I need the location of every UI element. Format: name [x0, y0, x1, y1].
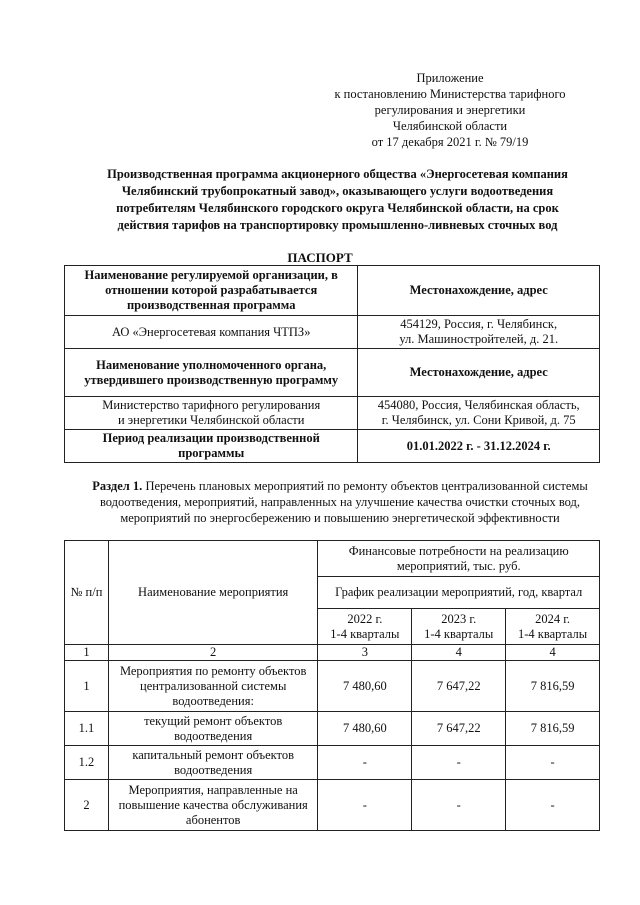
section-heading [80, 478, 600, 526]
title-line: действия тарифов на транспортировку промышленно-ливневых сточных вод [117, 218, 558, 232]
period-value: 01.01.2022 г. - 31.12.2024 г. [358, 430, 600, 463]
authority-name-line: Министерство тарифного регулирования [102, 398, 321, 412]
appendix-block [300, 70, 600, 150]
section-text: Перечень плановых мероприятий по ремонту объектов централизованной системы водоотведения, мероприятий, направленных на улучшение качества очистки сточных вод, мероприятий по энергосбережению и повышению энергетической эффективности [99, 479, 588, 525]
index-cell: 3 [318, 645, 412, 661]
location-label: Местонахождение, адрес [358, 266, 600, 316]
row-value: - [506, 746, 600, 780]
appendix-line: регулирования и энергетики [374, 103, 526, 117]
row-value: - [506, 780, 600, 831]
authority-address-line: 454080, Россия, Челябинская область, [377, 398, 580, 412]
index-cell: 1 [65, 645, 109, 661]
table-row [65, 661, 600, 712]
index-cell: 4 [412, 645, 506, 661]
authority-name [65, 397, 358, 430]
org-address-line: ул. Машиностройтелей, д. 21. [399, 332, 559, 346]
year-label: 2024 г. [535, 611, 571, 626]
authority-name-line: и энергетики Челябинской области [117, 413, 305, 427]
table-row [65, 712, 600, 746]
year-label: 2022 г. [347, 611, 383, 626]
row-value: - [318, 746, 412, 780]
passport-heading: ПАСПОРТ [287, 250, 353, 265]
location-label: Местонахождение, адрес [358, 349, 600, 397]
org-address-line: 454129, Россия, г. Челябинск, [400, 317, 558, 331]
row-value: - [318, 780, 412, 831]
year-header [412, 609, 506, 645]
index-cell: 4 [506, 645, 600, 661]
org-address [358, 316, 600, 349]
quarter-label: 1-4 кварталы [424, 626, 494, 641]
year-header [318, 609, 412, 645]
year-label: 2023 г. [441, 611, 477, 626]
row-value: 7 480,60 [318, 712, 412, 746]
authority-label: Наименование уполномоченного органа, утвердившего производственную программу [65, 349, 358, 397]
table-row [65, 746, 600, 780]
plan-table [64, 540, 600, 831]
authority-address [358, 397, 600, 430]
col-num-header: № п/п [65, 541, 109, 645]
row-num: 2 [65, 780, 109, 831]
row-value: 7 816,59 [506, 712, 600, 746]
row-name: капитальный ремонт объектов водоотведения [108, 746, 318, 780]
org-label: Наименование регулируемой организации, в отношении которой разрабатывается производственная программа [65, 266, 358, 316]
year-header [506, 609, 600, 645]
row-num: 1.2 [65, 746, 109, 780]
row-value: 7 480,60 [318, 661, 412, 712]
row-value: - [412, 746, 506, 780]
appendix-line: Приложение [416, 71, 484, 85]
quarter-label: 1-4 кварталы [518, 626, 588, 641]
period-label: Период реализации производственной программы [65, 430, 358, 463]
appendix-line: Челябинской области [392, 119, 508, 133]
row-name: текущий ремонт объектов водоотведения [108, 712, 318, 746]
row-num: 1 [65, 661, 109, 712]
row-num: 1.1 [65, 712, 109, 746]
org-name: АО «Энергосетевая компания ЧТПЗ» [65, 316, 358, 349]
section-number: Раздел 1. [92, 479, 143, 493]
authority-address-line: г. Челябинск, ул. Сони Кривой, д. 75 [381, 413, 576, 427]
index-cell: 2 [108, 645, 318, 661]
title-line: потребителям Челябинского городского округа Челябинской области, на срок [116, 201, 559, 215]
row-value: - [412, 780, 506, 831]
quarter-label: 1-4 кварталы [330, 626, 400, 641]
passport-table [64, 265, 600, 463]
title-line: Производственная программа акционерного общества «Энергосетевая компания [107, 167, 568, 181]
col-name-header: Наименование мероприятия [108, 541, 318, 645]
appendix-line: от 17 декабря 2021 г. № 79/19 [371, 135, 529, 149]
table-row [65, 780, 600, 831]
document-title [70, 166, 605, 234]
row-value: 7 816,59 [506, 661, 600, 712]
row-value: 7 647,22 [412, 661, 506, 712]
col-fin-header: Финансовые потребности на реализацию мероприятий, тыс. руб. [318, 541, 600, 577]
title-line: Челябинский трубопрокатный завод», оказывающего услуги водоотведения [121, 184, 554, 198]
row-name: Мероприятия по ремонту объектов централизованной системы водоотведения: [108, 661, 318, 712]
row-name: Мероприятия, направленные на повышение качества обслуживания абонентов [108, 780, 318, 831]
row-value: 7 647,22 [412, 712, 506, 746]
col-schedule-header: График реализации мероприятий, год, квартал [318, 577, 600, 609]
appendix-line: к постановлению Министерства тарифного [334, 87, 566, 101]
